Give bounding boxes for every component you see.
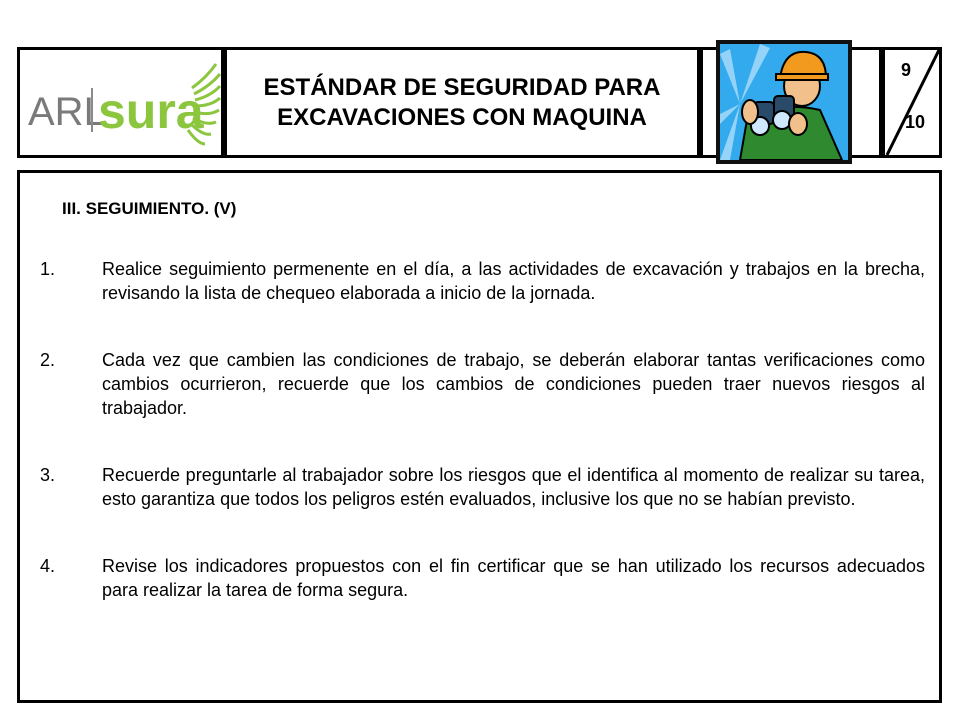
list-item	[40, 463, 925, 511]
page-total: 10	[905, 112, 926, 132]
logo-box	[17, 47, 224, 158]
section-heading: III. SEGUIMIENTO. (V)	[62, 199, 237, 218]
list-item-text: Recuerde preguntarle al trabajador sobre los riesgos que el identifica al momento de realizar su tarea, esto garantiza que todos los peligros estén evaluados, inclusive los que no se habían previsto.	[102, 465, 925, 509]
page-current: 9	[901, 60, 912, 80]
page-slash	[885, 50, 939, 155]
list-item-number: 3.	[40, 465, 56, 485]
page-title: ESTÁNDAR DE SEGURIDAD PARA EXCAVACIONES CON MAQUINA	[263, 73, 661, 131]
list-item	[40, 554, 925, 602]
illustration-box	[716, 40, 852, 164]
logo-arl-text: ARL	[28, 90, 106, 134]
worker-with-binoculars-icon	[720, 44, 848, 160]
title-box	[224, 47, 700, 158]
page-indicator	[882, 47, 942, 158]
header-divider	[700, 47, 716, 158]
list-item-number: 4.	[40, 556, 56, 576]
logo-sura-text: sura	[98, 83, 204, 139]
list-item	[40, 257, 925, 305]
content-panel	[17, 170, 942, 703]
instruction-list	[40, 257, 925, 645]
list-item-text: Cada vez que cambien las condiciones de trabajo, se deberán elaborar tantas verificaciones como cambios ocurrieron, recuerde que los cambios de condiciones pueden traer nuevos riesgos al trabajador.	[102, 350, 925, 418]
list-item-number: 1.	[40, 259, 56, 279]
list-item-text: Revise los indicadores propuestos con el fin certificar que se han utilizado los recursos adecuados para realizar la tarea de forma segura.	[102, 556, 925, 600]
arl-sura-logo	[20, 50, 221, 155]
list-item-text: Realice seguimiento permenente en el día, a las actividades de excavación y trabajos en la brecha, revisando la lista de chequeo elaborada a inicio de la jornada.	[102, 259, 925, 303]
header-spacer	[852, 47, 882, 158]
list-item-number: 2.	[40, 350, 56, 370]
list-item	[40, 348, 925, 420]
